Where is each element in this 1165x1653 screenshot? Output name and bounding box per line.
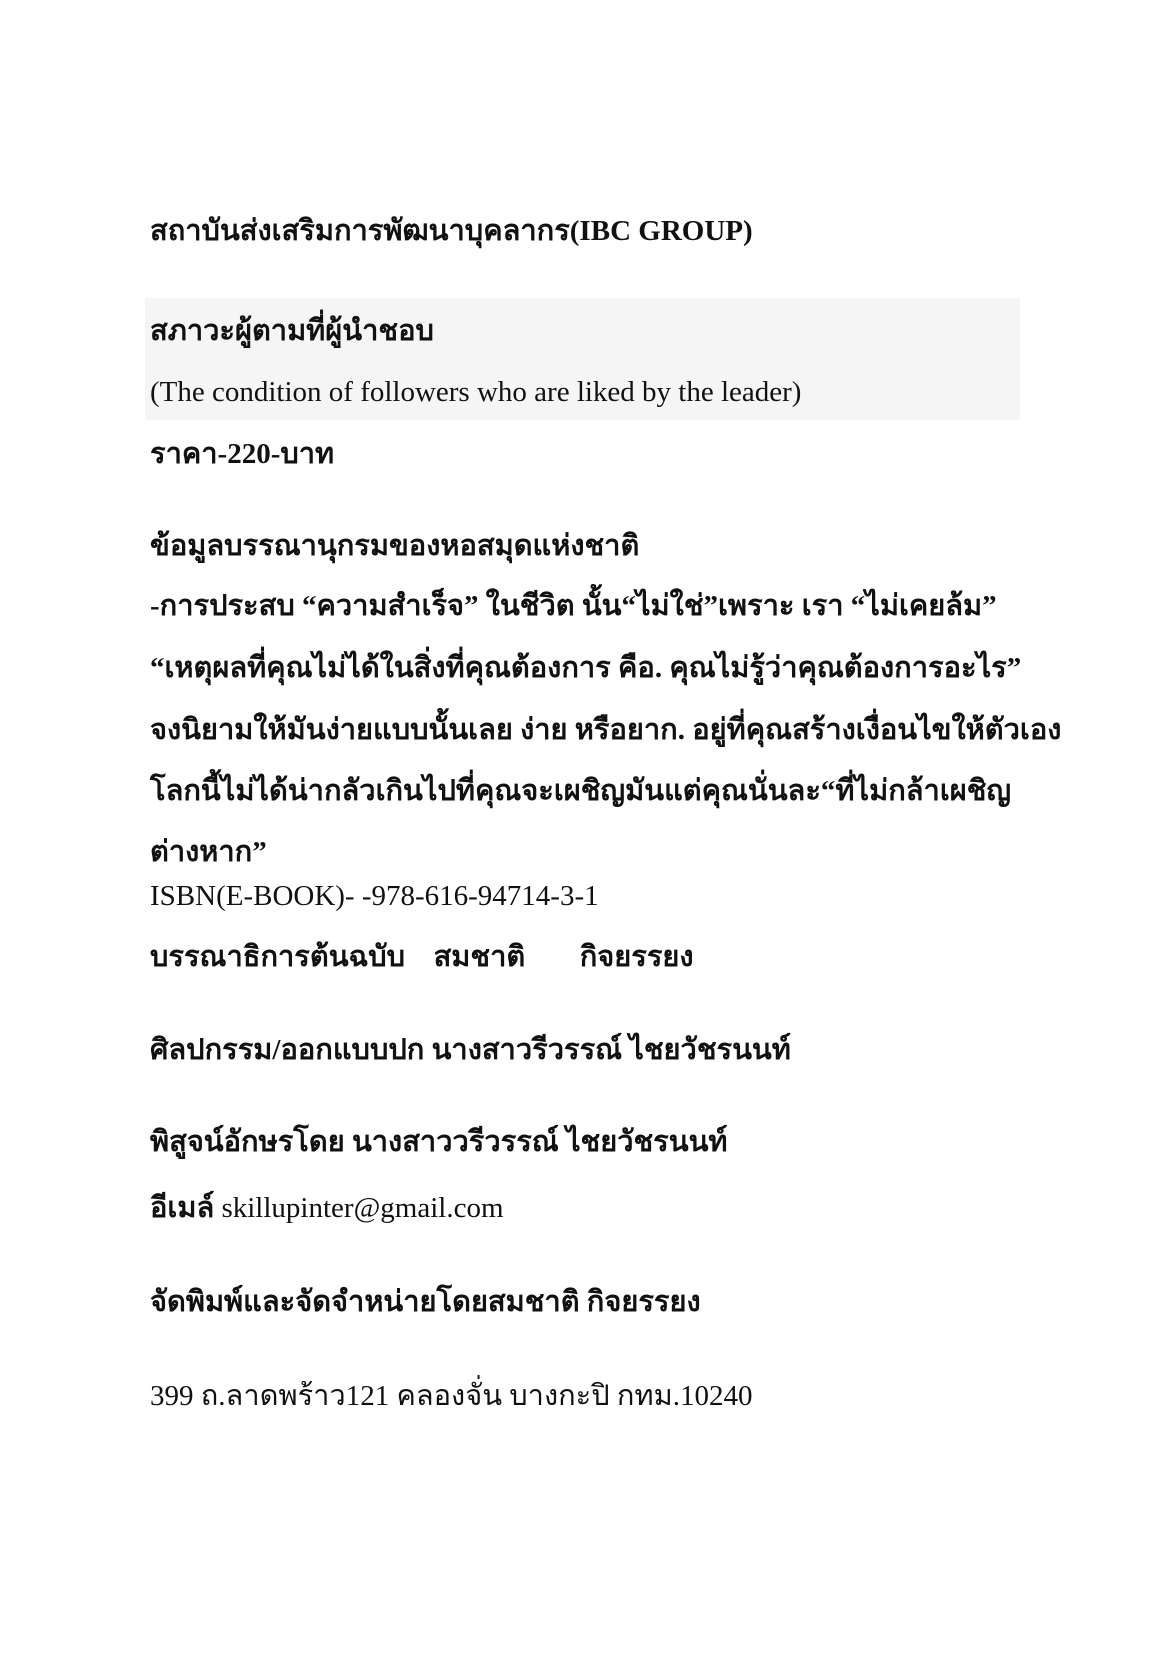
art-credit: ศิลปกรรม/ออกแบบปก นางสาวรีวรรณ์ ไชยวัชรนนท์ (150, 1034, 791, 1066)
catalog-line: จงนิยามให้มันง่ายแบบนั้นเลย ง่าย หรือยาก. อยู่ที่คุณสร้างเงื่อนไขให้ตัวเอง (150, 714, 1062, 746)
editor-label: บรรณาธิการต้นฉบับ (150, 941, 406, 973)
catalog-heading: ข้อมูลบรรณานุกรมของหอสมุดแห่งชาติ (150, 530, 640, 562)
editor-first-name: สมชาติ (433, 941, 526, 973)
editor-credit (150, 939, 694, 975)
book-title-english: (The condition of followers who are liked by the leader) (150, 376, 802, 408)
isbn: ISBN(E-BOOK)- -978-616-94714-3-1 (150, 880, 599, 912)
publisher-name: สถาบันส่งเสริมการพัฒนาบุคลากร(IBC GROUP) (150, 215, 753, 247)
book-price: ราคา-220-บาท (150, 438, 335, 470)
publisher-address: 399 ถ.ลาดพร้าว121 คลองจั่น บางกะปิ กทม.10240 (150, 1380, 753, 1412)
email-line (150, 1190, 504, 1226)
catalog-line: ต่างหาก” (150, 836, 267, 868)
email-address: skillupinter@gmail.com (221, 1192, 504, 1224)
catalog-line: “เหตุผลที่คุณไม่ได้ในสิ่งที่คุณต้องการ คือ. คุณไม่รู้ว่าคุณต้องการอะไร” (150, 652, 1022, 684)
book-title-thai: สภาวะผู้ตามที่ผู้นำชอบ (150, 315, 434, 347)
email-label: อีเมล์ (150, 1192, 215, 1224)
proofreader-credit: พิสูจน์อักษรโดย นางสาววรีวรรณ์ ไชยวัชรนนท์ (150, 1126, 728, 1158)
editor-last-name: กิจยรรยง (579, 941, 694, 973)
distribution-credit: จัดพิมพ์และจัดจำหน่ายโดยสมชาติ กิจยรรยง (150, 1286, 701, 1318)
catalog-line: -การประสบ “ความสำเร็จ” ในชีวิต นั้น“ไม่ใช่”เพราะ เรา “ไม่เคยล้ม” (150, 590, 997, 622)
catalog-line: โลกนี้ไม่ได้น่ากลัวเกินไปที่คุณจะเผชิญมันแต่คุณนั่นละ“ที่ไม่กล้าเผชิญ (150, 775, 1012, 807)
